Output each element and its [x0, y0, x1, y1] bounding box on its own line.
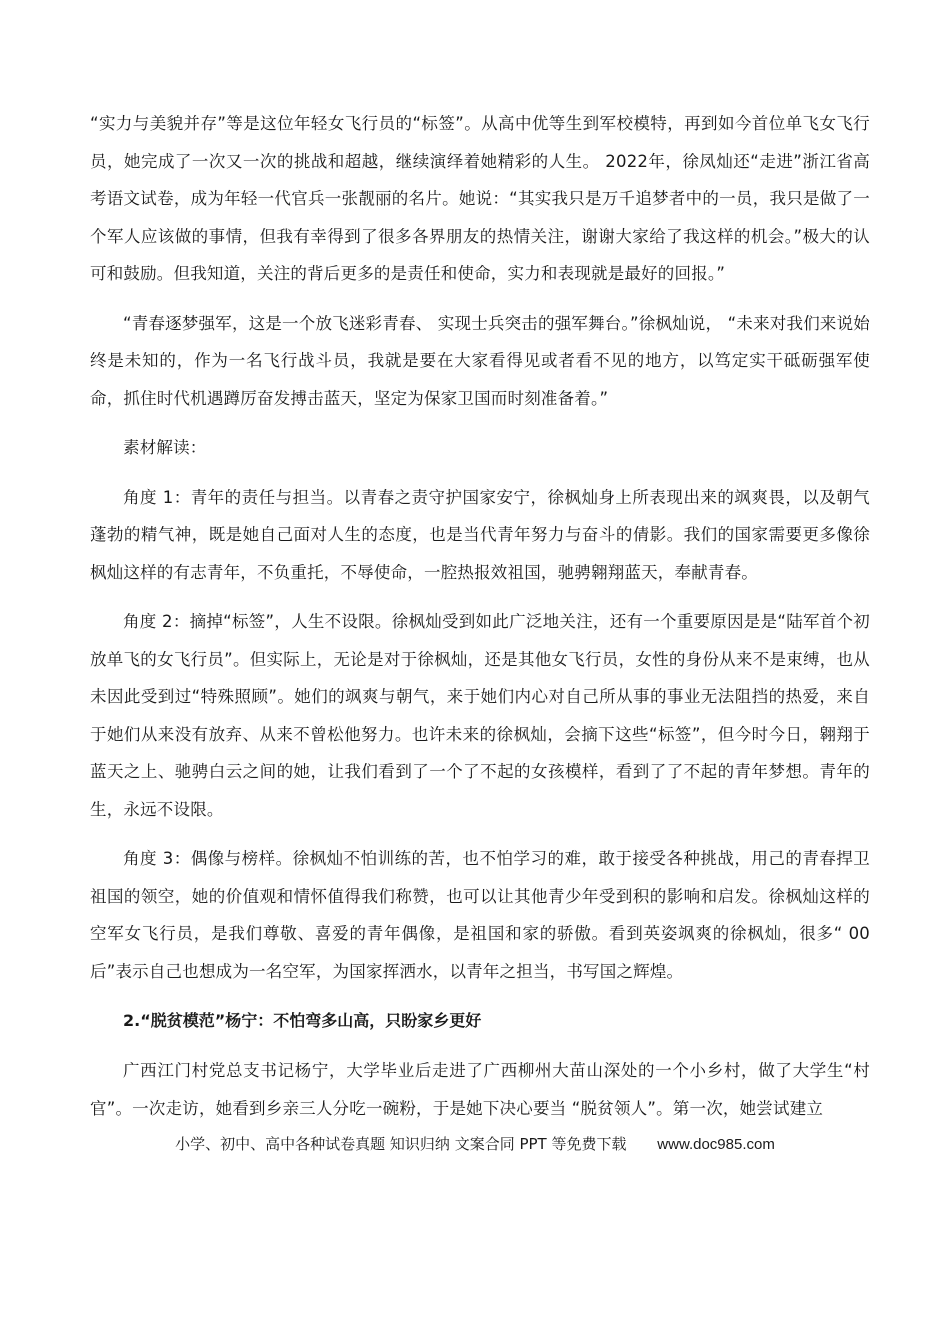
paragraph-yang-ning: 广西江门村党总支书记杨宁，大学毕业后走进了广西柳州大苗山深处的一个小乡村，做了大学生“村官”。一次走访，她看到乡亲三人分吃一碗粉，于是她下决心要当 “脱贫领人”。第一次，她尝试建立	[90, 1061, 870, 1118]
paragraph-angle-1: 角度 1：青年的责任与担当。以青春之责守护国家安宁，徐枫灿身上所表现出来的飒爽畏，以及朝气蓬勃的精气神，既是她自己面对人生的态度，也是当代青年努力与奋斗的倩影。我们的国家需要更多像徐枫灿这样的有志青年，不负重托，不辱使命，一腔热报效祖国，驰骋翱翔蓝天，奉献青春。	[90, 487, 870, 582]
paragraph-xu-quote: “青春逐梦强军，这是一个放飞迷彩青春、 实现士兵突击的强军舞台。”徐枫灿说， “未来对我们来说始终是未知的，作为一名飞行战斗员，我就是要在大家看得见或者看不见的地方，以笃定实干砥砺强军使命，抓住时代机遇蹲厉奋发搏击蓝天，坚定为保家卫国而时刻准备着。”	[90, 313, 870, 408]
paragraph-angle-3: 角度 3：偶像与榜样。徐枫灿不怕训练的苦，也不怕学习的难，敢于接受各种挑战，用己的青春捍卫祖国的领空，她的价值观和情怀值得我们称赞，也可以让其他青少年受到积的影响和启发。徐枫灿这样的空军女飞行员，是我们尊敬、喜爱的青年偶像，是祖国和家的骄傲。看到英姿飒爽的徐枫灿，很多“ 00后”表示自己也想成为一名空军，为国家挥洒水，以青年之担当，书写国之辉煌。	[90, 849, 870, 981]
document-body	[90, 105, 870, 1127]
paragraph-material-analysis-label: 素材解读：	[123, 438, 207, 457]
paragraph-angle-2: 角度 2：摘掉“标签”，人生不设限。徐枫灿受到如此广泛地关注，还有一个重要原因是是“陆军首个初放单飞的女飞行员”。但实际上，无论是对于徐枫灿，还是其他女飞行员，女性的身份从来不是束缚，也从未因此受到过“特殊照顾”。她们的飒爽与朝气，来于她们内心对自己所从事的事业无法阻挡的热爱，来自于她们从来没有放弃、从来不曾松他努力。也许未来的徐枫灿，会摘下这些“标签”，但今时今日，翱翔于蓝天之上、驰骋白云之间的她，让我们看到了一个了不起的女孩模样，看到了了不起的青年梦想。青年的生，永远不设限。	[90, 612, 870, 819]
footer-url: www.doc985.com	[657, 1136, 775, 1153]
paragraph-xu-intro: “实力与美貌并存”等是这位年轻女飞行员的“标签”。从高中优等生到军校模特，再到如今首位单飞女飞行员，她完成了一次又一次的挑战和超越，继续演绎着她精彩的人生。 2022年，徐凤灿还“走进”浙江省高考语文试卷，成为年轻一代官兵一张靓丽的名片。她说：“其实我只是万千追梦者中的一员，我只是做了一个军人应该做的事情，但我有幸得到了很多各界朋友的热情关注，谢谢大家给了我这样的机会。”极大的认可和鼓励。但我知道，关注的背后更多的是责任和使命，实力和表现就是最好的回报。”	[90, 114, 870, 283]
section-heading-yang-ning: 2.“脱贫模范”杨宁：不怕弯多山高，只盼家乡更好	[123, 1011, 482, 1030]
footer-text: 小学、初中、高中各种试卷真题 知识归纳 文案合同 PPT 等免费下载	[175, 1135, 627, 1153]
page-footer	[0, 1133, 950, 1156]
